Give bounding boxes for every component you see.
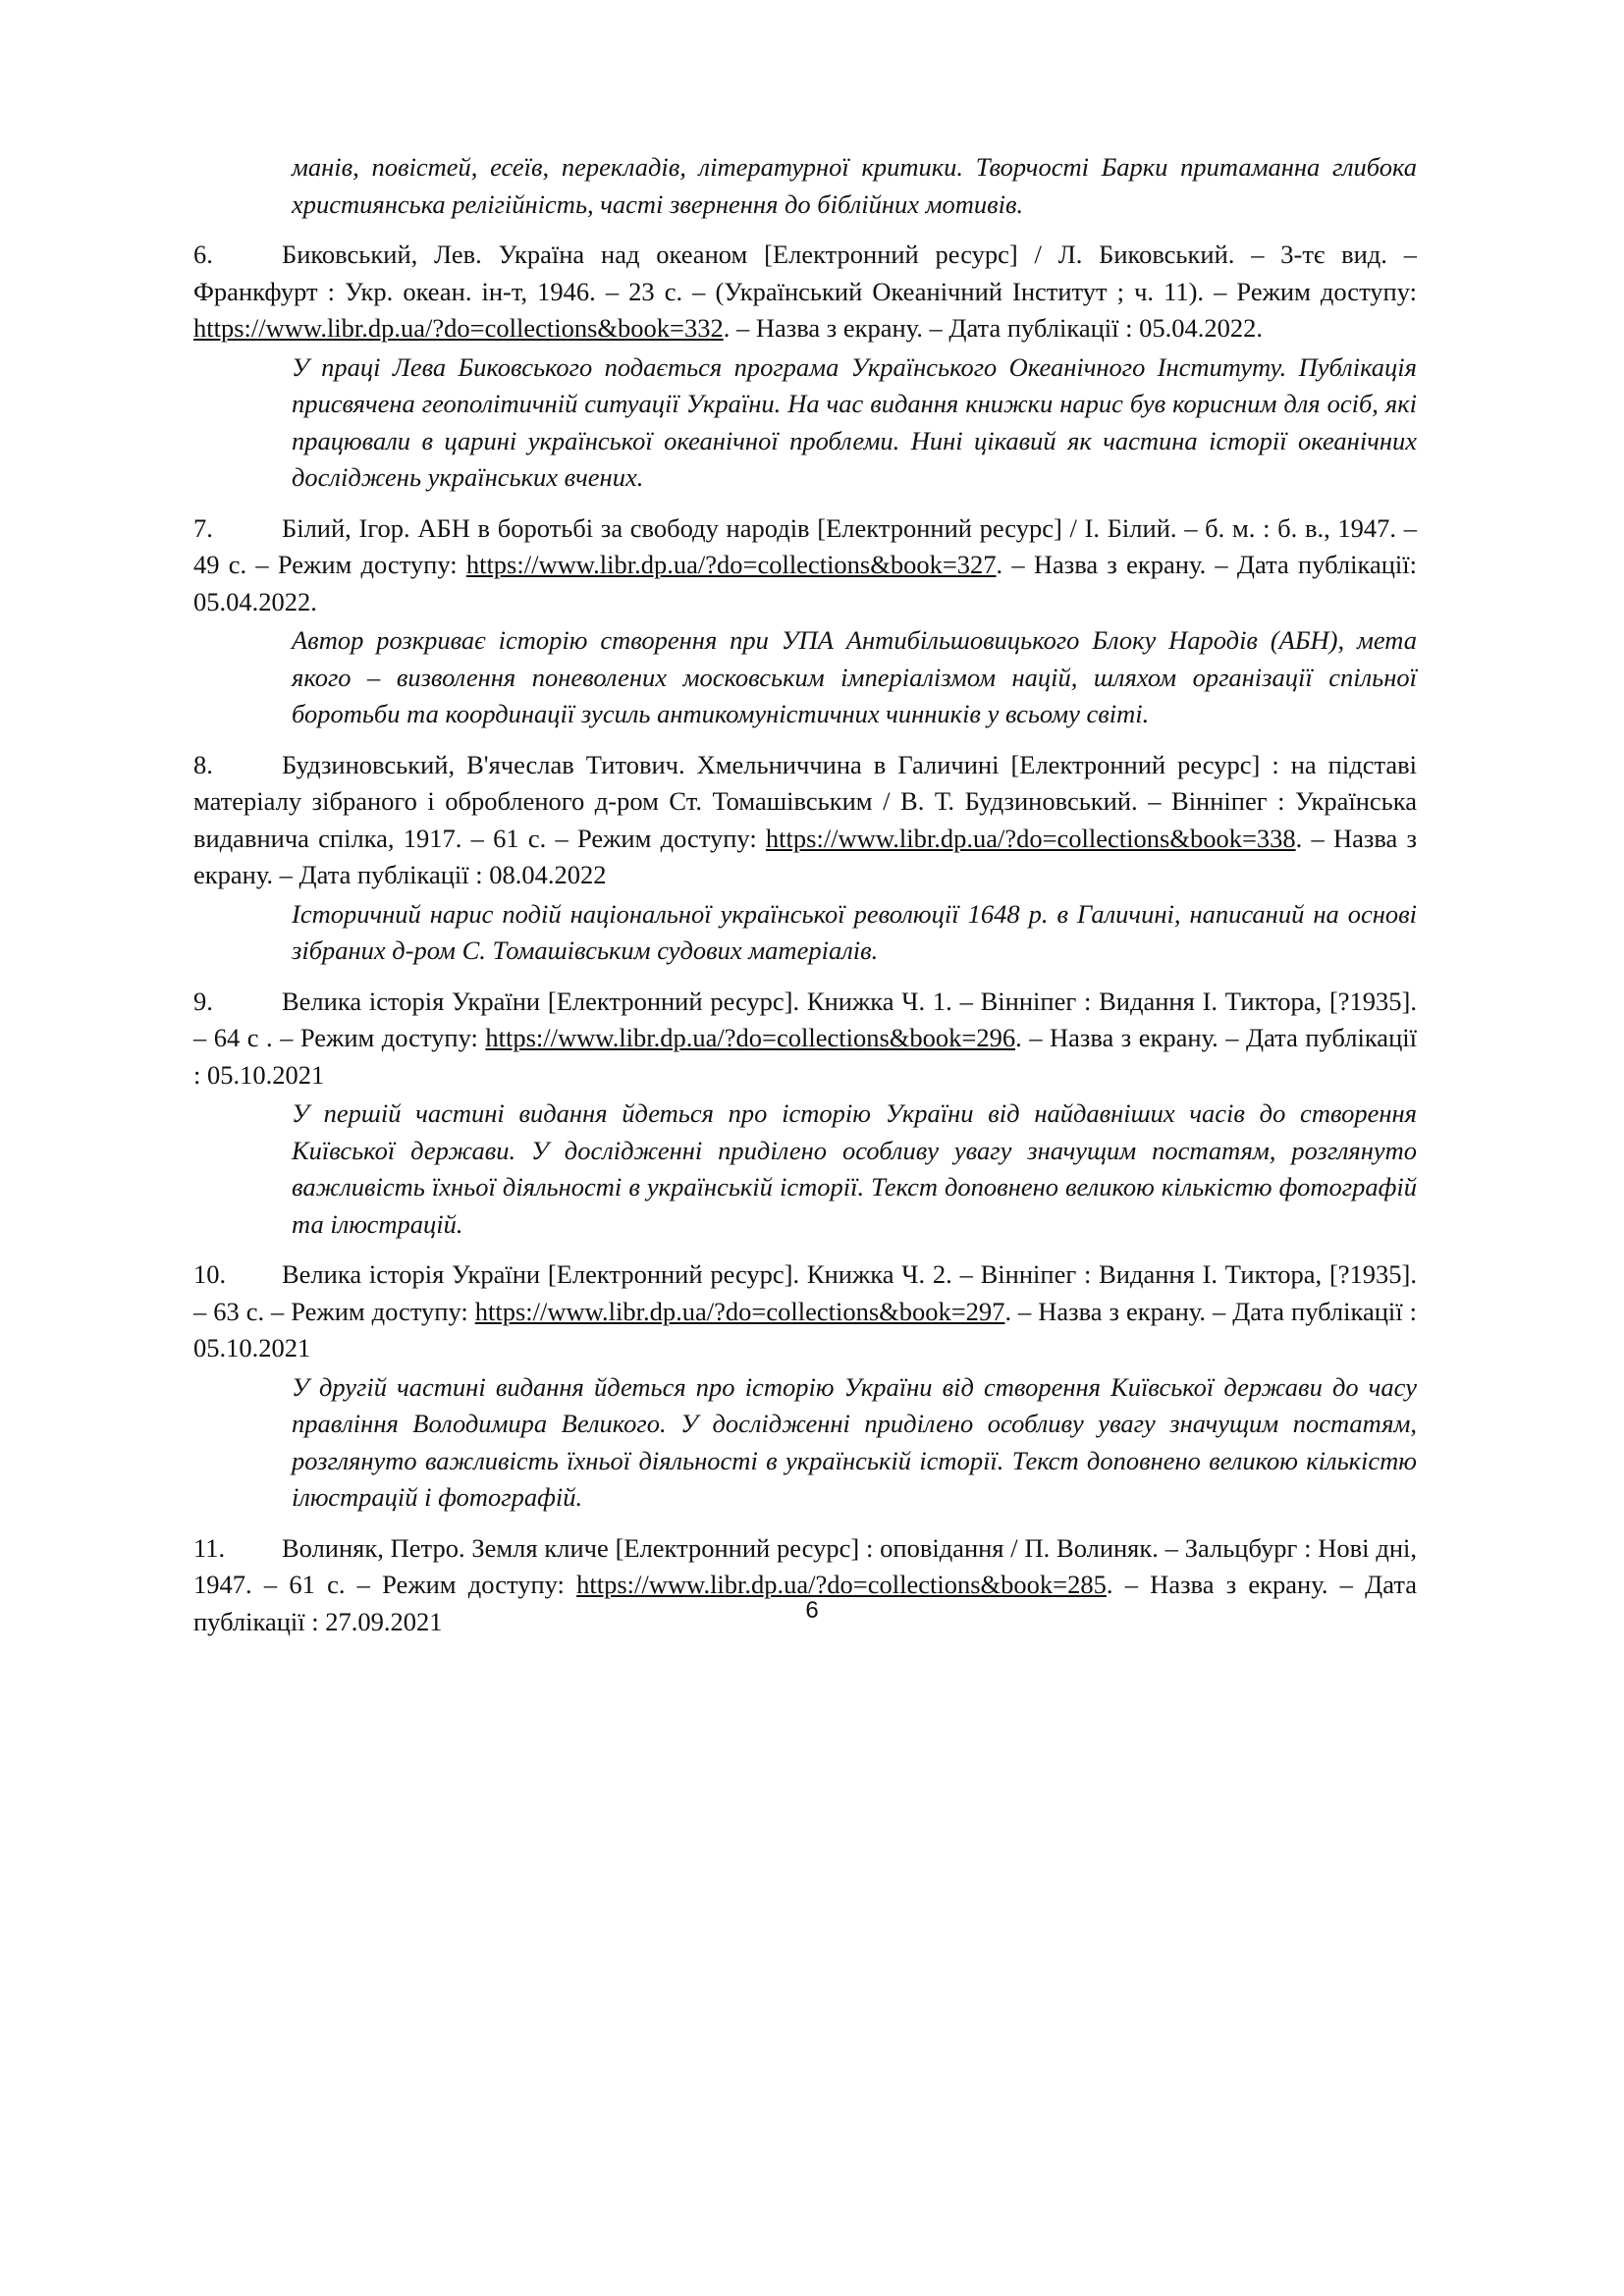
bibliography-entry <box>193 510 1417 621</box>
entry-number: 6. <box>193 240 213 269</box>
entry-number: 11. <box>193 1532 226 1563</box>
entry-text-after: . – Назва з екрану. – Дата публікації : 27.09.2021 <box>193 1570 1417 1636</box>
bibliography-entry <box>193 747 1417 894</box>
entry-annotation: У другій частині видання йдеться про історію України від створення Київської держави до часу правління Володимира Великого. У дослідженні приділено особливу увагу значущим постатям, розглянуто важливість їхньої діяльності в українській історії. Текст доповнено великою кількістю ілюстрацій і фотографій. <box>292 1371 1417 1512</box>
bibliography-entry <box>193 984 1417 1095</box>
entry-annotation: Автор розкриває історію створення при УПА Антибільшовицького Блоку Народів (АБН), мета якого – визволення поневолених московським імперіалізмом націй, шляхом організації спільної боротьби та координації зусиль антикомуністичних чинників у всьому світі. <box>292 625 1417 728</box>
page-content <box>193 149 1417 1640</box>
entry-annotation: У першій частині видання йдеться про історію України від найдавніших часів до створення Київської держави. У дослідженні приділено особливу увагу значущим постатям, розглянуто важливість їхньої діяльності в українській історії. Текст доповнено великою кількістю фотографій та ілюстрацій. <box>292 1098 1417 1239</box>
entry-text-after: . – Назва з екрану. – Дата публікації: 05.04.2022. <box>193 550 1417 616</box>
entry-text: Велика історія України [Електронний ресурс]. Книжка Ч. 1. – Вінніпег : Видання І. Тиктора, [?1935]. – 64 с . – Режим доступу: <box>193 986 1417 1052</box>
entry-annotation: Історичний нарис подій національної української революції 1648 р. в Галичині, написаний на основі зібраних д-ром С. Томашівським судових матеріалів. <box>292 898 1417 965</box>
page-number: 6 <box>805 1597 819 1624</box>
entry-text: Биковський, Лев. Україна над океаном [Електронний ресурс] / Л. Биковський. – 3-тє вид. – Франкфурт : Укр. океан. ін-т, 1946. – 23 с. – (Український Океанічний Інститут ; ч. 11). – Режим доступу: <box>193 240 1417 306</box>
entry-text-after: . – Назва з екрану. – Дата публікації : 08.04.2022 <box>193 823 1417 889</box>
entry-number: 9. <box>193 986 213 1016</box>
entry-link[interactable]: https://www.libr.dp.ua/?do=collections&book=285 <box>576 1570 1107 1599</box>
entry-annotation: У праці Лева Биковського подається програма Українського Океанічного Інституту. Публікація присвячена геополітичній ситуації України. На час видання книжки нарис був корисним для осіб, які працювали в царині української океанічної проблеми. Нині цікавий як частина історії океанічних досліджень українських вчених. <box>292 351 1417 492</box>
entry-text-after: . – Назва з екрану. – Дата публікації : 05.10.2021 <box>193 1296 1417 1362</box>
entry-text: Велика історія України [Електронний ресурс]. Книжка Ч. 2. – Вінніпег : Видання І. Тиктора, [?1935]. – 63 с. – Режим доступу: <box>193 1259 1417 1326</box>
bibliography-entry <box>193 237 1417 347</box>
bibliography-entry <box>193 1256 1417 1367</box>
entry-link[interactable]: https://www.libr.dp.ua/?do=collections&book=338 <box>765 823 1296 853</box>
entry-text: Волиняк, Петро. Земля кличе [Електронний ресурс] : оповідання / П. Волиняк. – Зальцбург : Нові дні, 1947. – 61 с. – Режим доступу: <box>193 1532 1417 1599</box>
entry-text: Білий, Ігор. АБН в боротьбі за свободу народів [Електронний ресурс] / І. Білий. – б. м. : б. в., 1947. – 49 с. – Режим доступу: <box>193 512 1417 579</box>
top-annotation: манів, повістей, есеїв, перекладів, літературної критики. Творчості Барки притаманна глибока християнська релігійність, часті звернення до біблійних мотивів. <box>292 152 1417 219</box>
entry-text: Будзиновський, В'ячеслав Титович. Хмельниччина в Галичині [Електронний ресурс] : на підставі матеріалу зібраного і обробленого д-ром Ст. Томашівським / В. Т. Будзиновський. – Вінніпег : Українська видавнича спілка, 1917. – 61 с. – Режим доступу: <box>193 749 1417 853</box>
entry-text-after: . – Назва з екрану. – Дата публікації : 05.04.2022. <box>723 313 1263 343</box>
entry-link[interactable]: https://www.libr.dp.ua/?do=collections&book=332 <box>193 313 724 343</box>
entry-text-after: . – Назва з екрану. – Дата публікації : 05.10.2021 <box>193 1023 1417 1090</box>
entry-number: 8. <box>193 749 213 779</box>
entry-number: 7. <box>193 512 213 543</box>
entry-number: 10. <box>193 1259 227 1289</box>
entry-link[interactable]: https://www.libr.dp.ua/?do=collections&book=297 <box>474 1296 1005 1326</box>
entry-link[interactable]: https://www.libr.dp.ua/?do=collections&book=327 <box>465 550 997 579</box>
entry-link[interactable]: https://www.libr.dp.ua/?do=collections&book=296 <box>485 1023 1016 1052</box>
